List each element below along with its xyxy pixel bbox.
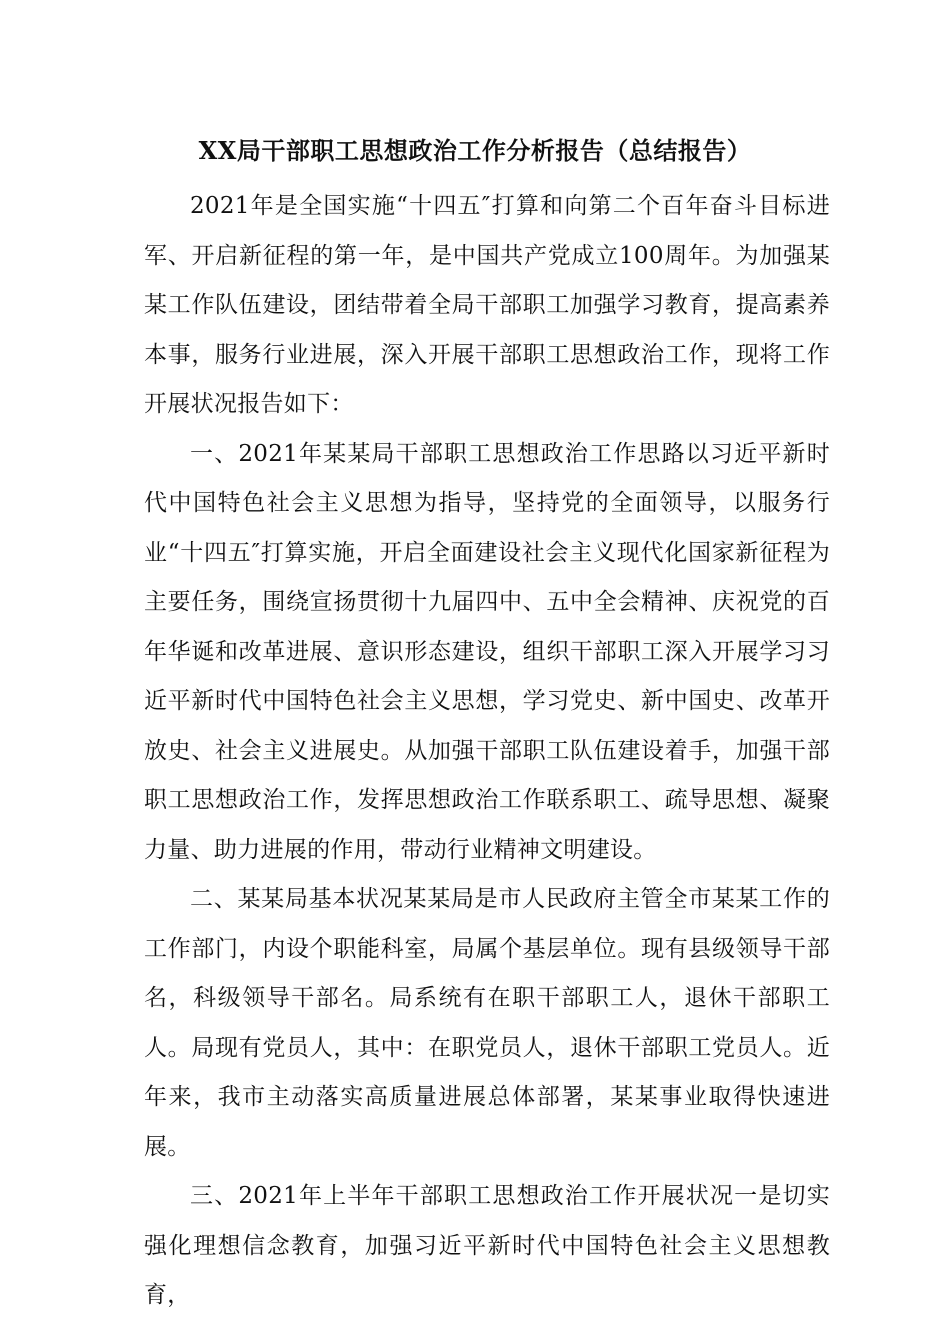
paragraph-intro: 2021年是全国实施“十四五″打算和向第二个百年奋斗目标进军、开启新征程的第一年，是中国共产党成立100周年。为加强某某工作队伍建设，团结带着全局干部职工加强学习教育，提高素养本事，服务行业进展，深入开展干部职工思想政治工作，现将工作开展状况报告如下： [144,193,830,417]
document-title: XX局干部职工思想政治工作分析报告（总结报告） [198,136,752,165]
paragraph-section-2: 二、某某局基本状况某某局是市人民政府主管全市某某工作的工作部门，内设个职能科室，局属个基层单位。现有县级领导干部名，科级领导干部名。局系统有在职干部职工人，退休干部职工人。局现有党员人，其中：在职党员人，退休干部职工党员人。近年来，我市主动落实高质量进展总体部署，某某事业取得快速进展。 [144,886,830,1160]
paragraph-section-1: 一、2021年某某局干部职工思想政治工作思路以习近平新时代中国特色社会主义思想为指导，坚持党的全面领导，以服务行业“十四五″打算实施，开启全面建设社会主义现代化国家新征程为主要任务，围绕宣扬贯彻十九届四中、五中全会精神、庆祝党的百年华诞和改革进展、意识形态建设，组织干部职工深入开展学习习近平新时代中国特色社会主义思想，学习党史、新中国史、改革开放史、社会主义进展史。从加强干部职工队伍建设着手，加强干部职工思想政治工作，发挥思想政治工作联系职工、疏导思想、凝聚力量、助力进展的作用，带动行业精神文明建设。 [144,440,830,863]
document-body [144,182,830,1321]
paragraph-section-3: 三、2021年上半年干部职工思想政治工作开展状况一是切实强化理想信念教育，加强习近平新时代中国特色社会主义思想教育， [144,1183,830,1308]
